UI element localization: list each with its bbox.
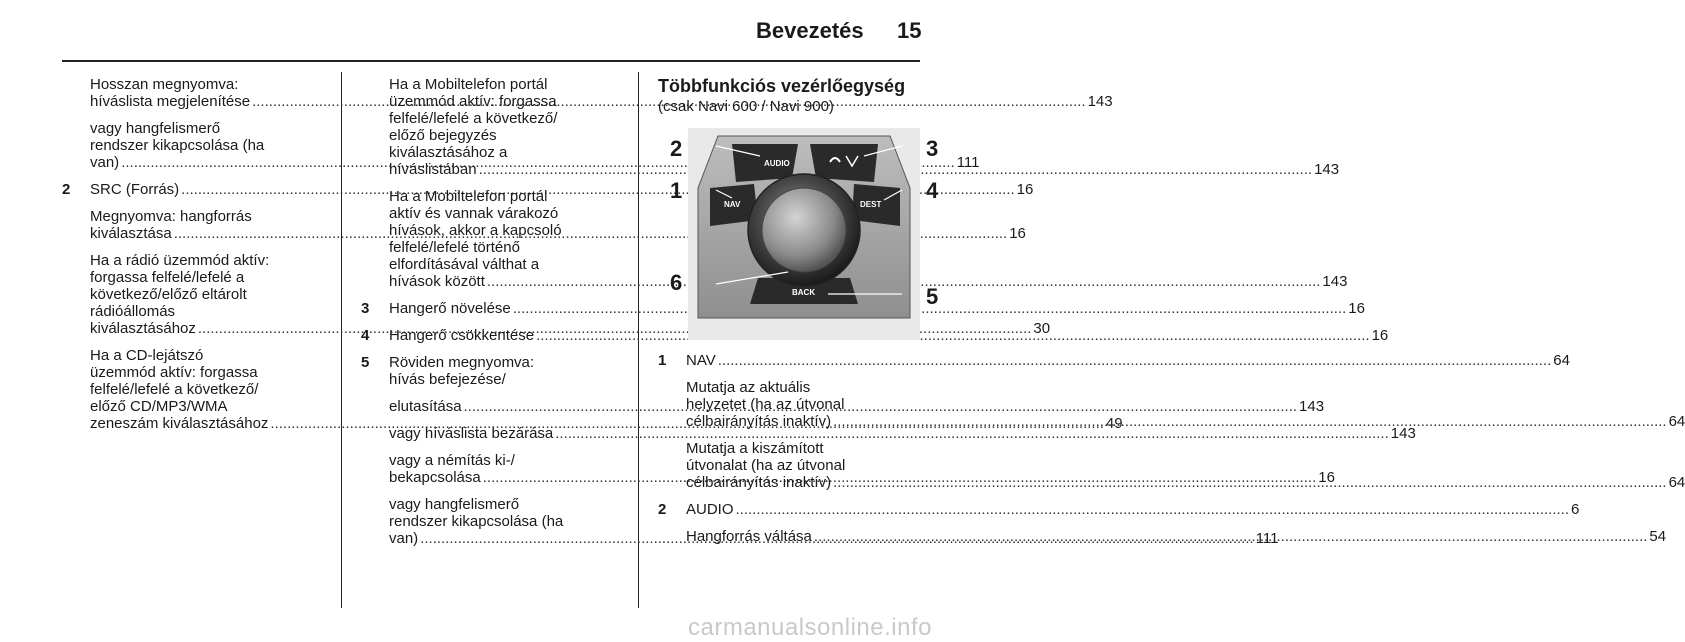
toc-page: 16 [1009, 225, 1026, 242]
toc-text: kiválasztása [90, 225, 172, 242]
toc-page: 64 [1668, 413, 1685, 430]
text-line: felfelé/lefelé történő [389, 239, 520, 256]
toc-page: 16 [1348, 300, 1365, 317]
callout-2: 2 [670, 136, 683, 161]
toc-page: 64 [1553, 352, 1570, 369]
toc-text: van) [90, 154, 120, 171]
callout-6: 6 [670, 270, 683, 295]
toc-page: 16 [1016, 181, 1034, 198]
entry-body [686, 501, 1579, 518]
toc-page: 16 [1371, 327, 1389, 344]
toc-text: célbairányítás inaktív) [686, 413, 832, 430]
toc-page: 143 [1299, 398, 1325, 415]
text-line: Ha a rádió üzemmód aktív: [90, 252, 270, 269]
text-line: helyzetet (ha az útvonal [686, 396, 845, 413]
leader-dots [833, 413, 1667, 430]
toc-page: 54 [1649, 528, 1667, 545]
entry-number [658, 379, 686, 430]
toc-page: 49 [1105, 415, 1123, 432]
toc-line [686, 413, 1685, 430]
entry-number [62, 347, 90, 432]
entry-number [361, 425, 389, 442]
toc-page: 143 [1314, 161, 1340, 178]
toc-page: 64 [1668, 474, 1685, 491]
entry-number [361, 496, 389, 547]
audio-button-label: AUDIO [764, 159, 790, 168]
entry-number: 2 [658, 501, 667, 518]
toc-text: zeneszám kiválasztásához [90, 415, 269, 432]
controller-photo [670, 128, 939, 340]
text-line: kiválasztásához a [389, 144, 508, 161]
toc-text: bekapcsolása [389, 469, 481, 486]
toc-text: NAV [686, 352, 716, 369]
numbered-entry [658, 501, 1580, 518]
text-line: előző CD/MP3/WMA [90, 398, 228, 415]
leader-dots [833, 474, 1667, 491]
text-line: aktív és vannak várakozó [389, 205, 559, 222]
entry-number [62, 120, 90, 171]
page-header [0, 0, 960, 64]
back-button-label: BACK [792, 288, 816, 297]
text-line: Megnyomva: hangforrás [90, 208, 252, 225]
toc-text: híváslistában [389, 161, 477, 178]
entry-number [361, 188, 389, 290]
toc-text: vagy híváslista bezárása [389, 425, 554, 442]
numbered-entry [361, 354, 623, 388]
toc-line [686, 474, 1685, 491]
text-line: útvonalat (ha az útvonal [686, 457, 846, 474]
callout-3: 3 [926, 136, 939, 161]
toc-text: AUDIO [686, 501, 734, 518]
callout-1: 1 [670, 178, 683, 203]
dest-button-label: DEST [860, 200, 882, 209]
entry-number [361, 452, 389, 486]
toc-text: Hangforrás váltása [686, 528, 812, 545]
text-line: vagy hangfelismerő [90, 120, 221, 137]
toc-text: elutasítása [389, 398, 462, 415]
text-entry [361, 425, 1416, 442]
toc-line [686, 352, 1570, 369]
text-line: forgassa felfelé/lefelé a [90, 269, 245, 286]
callout-4: 4 [926, 178, 939, 203]
toc-line [686, 501, 1579, 518]
toc-page: 30 [1033, 320, 1051, 337]
text-line: hívások, akkor a kapcsoló [389, 222, 562, 239]
controller-photo-svg [688, 128, 920, 340]
nav-button-label: NAV [724, 200, 741, 209]
entry-number [361, 76, 389, 178]
text-line: hívás befejezése/ [389, 371, 506, 388]
numbered-entry [361, 300, 1365, 317]
entry-number [62, 252, 90, 337]
toc-line [686, 528, 1666, 545]
entry-number [658, 528, 686, 545]
toc-text: Hangerő növelése [389, 300, 511, 317]
text-line: rendszer kikapcsolása (ha [389, 513, 564, 530]
text-line: Hosszan megnyomva: [90, 76, 239, 93]
entry-number: 1 [658, 352, 667, 369]
toc-page: 16 [1318, 469, 1335, 486]
toc-page: 111 [1255, 530, 1279, 547]
leader-dots [718, 352, 1552, 369]
text-line: elfordításával válthat a [389, 256, 540, 273]
callout-5: 5 [926, 284, 939, 309]
text-line: következő/előző eltárolt [90, 286, 247, 303]
entry-body [686, 352, 1570, 369]
leader-dots [814, 528, 1648, 545]
entry-number: 4 [361, 327, 370, 344]
entry-number: 3 [361, 300, 370, 317]
entry-number [62, 76, 90, 110]
text-line: Ha a Mobiltelefon portál [389, 76, 548, 93]
chapter-title: Bevezetés [756, 18, 864, 43]
entry-number: 2 [62, 181, 71, 198]
toc-page: 143 [1322, 273, 1348, 290]
text-line: rendszer kikapcsolása (ha [90, 137, 265, 154]
toc-page: 111 [956, 154, 980, 171]
text-line: Ha a Mobiltelefon portál [389, 188, 548, 205]
watermark: carmanualsonline.info [688, 614, 932, 641]
toc-page: 6 [1571, 501, 1580, 518]
leader-dots [736, 501, 1570, 518]
toc-text: híváslista megjelenítése [90, 93, 251, 110]
page-number: 15 [897, 18, 922, 43]
text-line: Ha a CD-lejátszó [90, 347, 204, 364]
entry-body [389, 354, 623, 388]
text-line: üzemmód aktív: forgassa [90, 364, 258, 381]
entry-number [361, 398, 389, 415]
section-title: Többfunkciós vezérlőegység [658, 76, 906, 96]
entry-body [686, 528, 1666, 545]
toc-page: 143 [1087, 93, 1113, 110]
entry-body [686, 379, 1685, 430]
text-line: vagy a némítás ki-/ [389, 452, 515, 469]
text-line: Röviden megnyomva: [389, 354, 535, 371]
header-rule [62, 60, 920, 62]
entry-number: 5 [361, 354, 370, 371]
toc-text: Hangerő csökkentése [389, 327, 535, 344]
toc-text: célbairányítás inaktív) [686, 474, 832, 491]
toc-text: van) [389, 530, 419, 547]
entry-number [658, 440, 686, 491]
toc-page: 143 [1390, 425, 1416, 442]
knob-cap [762, 188, 846, 272]
entry-body [686, 440, 1685, 491]
text-line: Mutatja a kiszámított [686, 440, 824, 457]
entry-number [62, 208, 90, 242]
text-line: üzemmód aktív: forgassa [389, 93, 557, 110]
text-line: rádióállomás [90, 303, 176, 320]
text-line: vagy hangfelismerő [389, 496, 520, 513]
text-line: Mutatja az aktuális [686, 379, 811, 396]
text-line: előző bejegyzés [389, 127, 497, 144]
section-subtitle: (csak Navi 600 / Navi 900) [658, 98, 834, 115]
text-line: felfelé/lefelé a következő/ [90, 381, 259, 398]
toc-text: kiválasztásához [90, 320, 196, 337]
toc-text: SRC (Forrás) [90, 181, 180, 198]
text-line: felfelé/lefelé a következő/ [389, 110, 558, 127]
numbered-entry [658, 352, 1570, 369]
toc-text: hívások között [389, 273, 485, 290]
